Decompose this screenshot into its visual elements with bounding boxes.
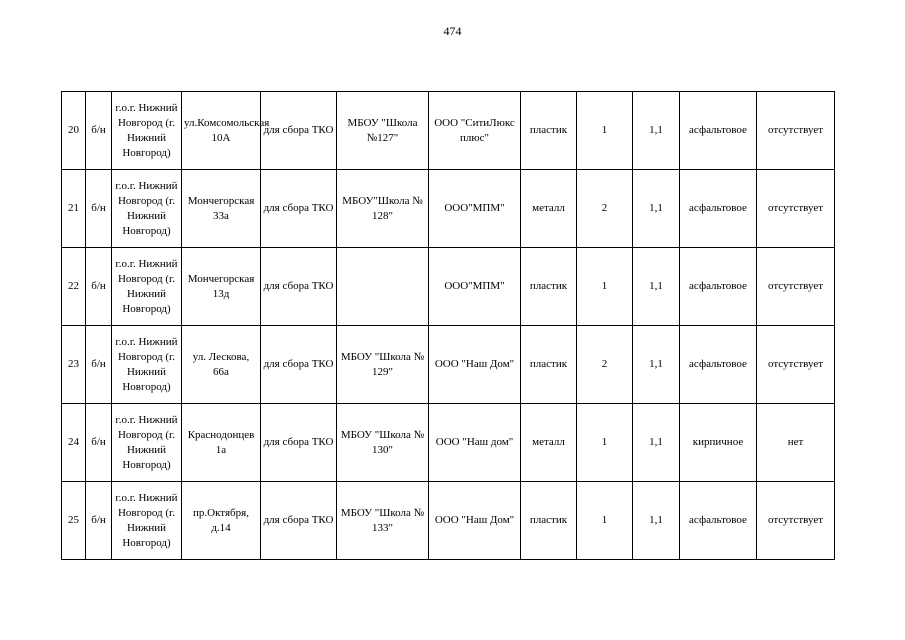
container-count-cell: 2 — [577, 170, 633, 248]
table-row — [62, 92, 835, 170]
container-count-cell: 1 — [577, 404, 633, 482]
waste-source-cell: МБОУ "Школа № 133" — [337, 482, 429, 560]
row-number: 25 — [62, 482, 86, 560]
waste-source-cell — [337, 248, 429, 326]
municipality-cell: г.о.г. Нижний Новгород (г. Нижний Новгород) — [112, 482, 182, 560]
container-count-cell: 1 — [577, 92, 633, 170]
address-cell: Мончегорская 13д — [182, 248, 261, 326]
table-row — [62, 326, 835, 404]
registry-number: б/н — [86, 482, 112, 560]
address-cell: Мончегорская 33а — [182, 170, 261, 248]
address-cell: ул. Лескова, 66а — [182, 326, 261, 404]
surface-cell: асфальтовое — [680, 170, 757, 248]
operator-cell: ООО "Наш Дом" — [429, 326, 521, 404]
table-row — [62, 170, 835, 248]
operator-cell: ООО"МПМ" — [429, 170, 521, 248]
municipality-cell: г.о.г. Нижний Новгород (г. Нижний Новгород) — [112, 248, 182, 326]
container-volume-cell: 1,1 — [633, 326, 680, 404]
fence-cell: отсутствует — [757, 170, 835, 248]
row-number: 24 — [62, 404, 86, 482]
table-row — [62, 404, 835, 482]
registry-number: б/н — [86, 248, 112, 326]
container-volume-cell: 1,1 — [633, 482, 680, 560]
fence-cell: нет — [757, 404, 835, 482]
surface-cell: асфальтовое — [680, 326, 757, 404]
table-row — [62, 248, 835, 326]
operator-cell: ООО"МПМ" — [429, 248, 521, 326]
purpose-cell: для сбора ТКО — [261, 404, 337, 482]
container-volume-cell: 1,1 — [633, 170, 680, 248]
purpose-cell: для сбора ТКО — [261, 170, 337, 248]
waste-source-cell: МБОУ "Школа № 129" — [337, 326, 429, 404]
container-material-cell: металл — [521, 404, 577, 482]
address-cell: ул.Комсомольская 10А — [182, 92, 261, 170]
municipality-cell: г.о.г. Нижний Новгород (г. Нижний Новгород) — [112, 404, 182, 482]
address-cell: пр.Октября, д.14 — [182, 482, 261, 560]
municipality-cell: г.о.г. Нижний Новгород (г. Нижний Новгород) — [112, 326, 182, 404]
purpose-cell: для сбора ТКО — [261, 248, 337, 326]
operator-cell: ООО "Наш дом" — [429, 404, 521, 482]
fence-cell: отсутствует — [757, 482, 835, 560]
municipality-cell: г.о.г. Нижний Новгород (г. Нижний Новгород) — [112, 170, 182, 248]
registry-number: б/н — [86, 404, 112, 482]
waste-source-cell: МБОУ "Школа № 130" — [337, 404, 429, 482]
purpose-cell: для сбора ТКО — [261, 92, 337, 170]
container-volume-cell: 1,1 — [633, 92, 680, 170]
container-volume-cell: 1,1 — [633, 248, 680, 326]
fence-cell: отсутствует — [757, 248, 835, 326]
address-cell: Краснодонцев 1а — [182, 404, 261, 482]
waste-sites-table — [61, 91, 835, 560]
registry-number: б/н — [86, 92, 112, 170]
purpose-cell: для сбора ТКО — [261, 482, 337, 560]
row-number: 23 — [62, 326, 86, 404]
row-number: 22 — [62, 248, 86, 326]
registry-number: б/н — [86, 326, 112, 404]
container-count-cell: 1 — [577, 248, 633, 326]
operator-cell: ООО "Наш Дом" — [429, 482, 521, 560]
row-number: 21 — [62, 170, 86, 248]
purpose-cell: для сбора ТКО — [261, 326, 337, 404]
page-number: 474 — [443, 24, 462, 38]
container-material-cell: пластик — [521, 92, 577, 170]
fence-cell: отсутствует — [757, 326, 835, 404]
container-count-cell: 2 — [577, 326, 633, 404]
surface-cell: асфальтовое — [680, 92, 757, 170]
operator-cell: ООО "СитиЛюкс плюс" — [429, 92, 521, 170]
container-material-cell: пластик — [521, 482, 577, 560]
surface-cell: асфальтовое — [680, 248, 757, 326]
container-material-cell: пластик — [521, 248, 577, 326]
waste-source-cell: МБОУ "Школа №127" — [337, 92, 429, 170]
waste-source-cell: МБОУ"Школа № 128" — [337, 170, 429, 248]
container-material-cell: металл — [521, 170, 577, 248]
surface-cell: асфальтовое — [680, 482, 757, 560]
fence-cell: отсутствует — [757, 92, 835, 170]
table-row — [62, 482, 835, 560]
municipality-cell: г.о.г. Нижний Новгород (г. Нижний Новгород) — [112, 92, 182, 170]
registry-number: б/н — [86, 170, 112, 248]
row-number: 20 — [62, 92, 86, 170]
container-material-cell: пластик — [521, 326, 577, 404]
surface-cell: кирпичное — [680, 404, 757, 482]
container-count-cell: 1 — [577, 482, 633, 560]
container-volume-cell: 1,1 — [633, 404, 680, 482]
